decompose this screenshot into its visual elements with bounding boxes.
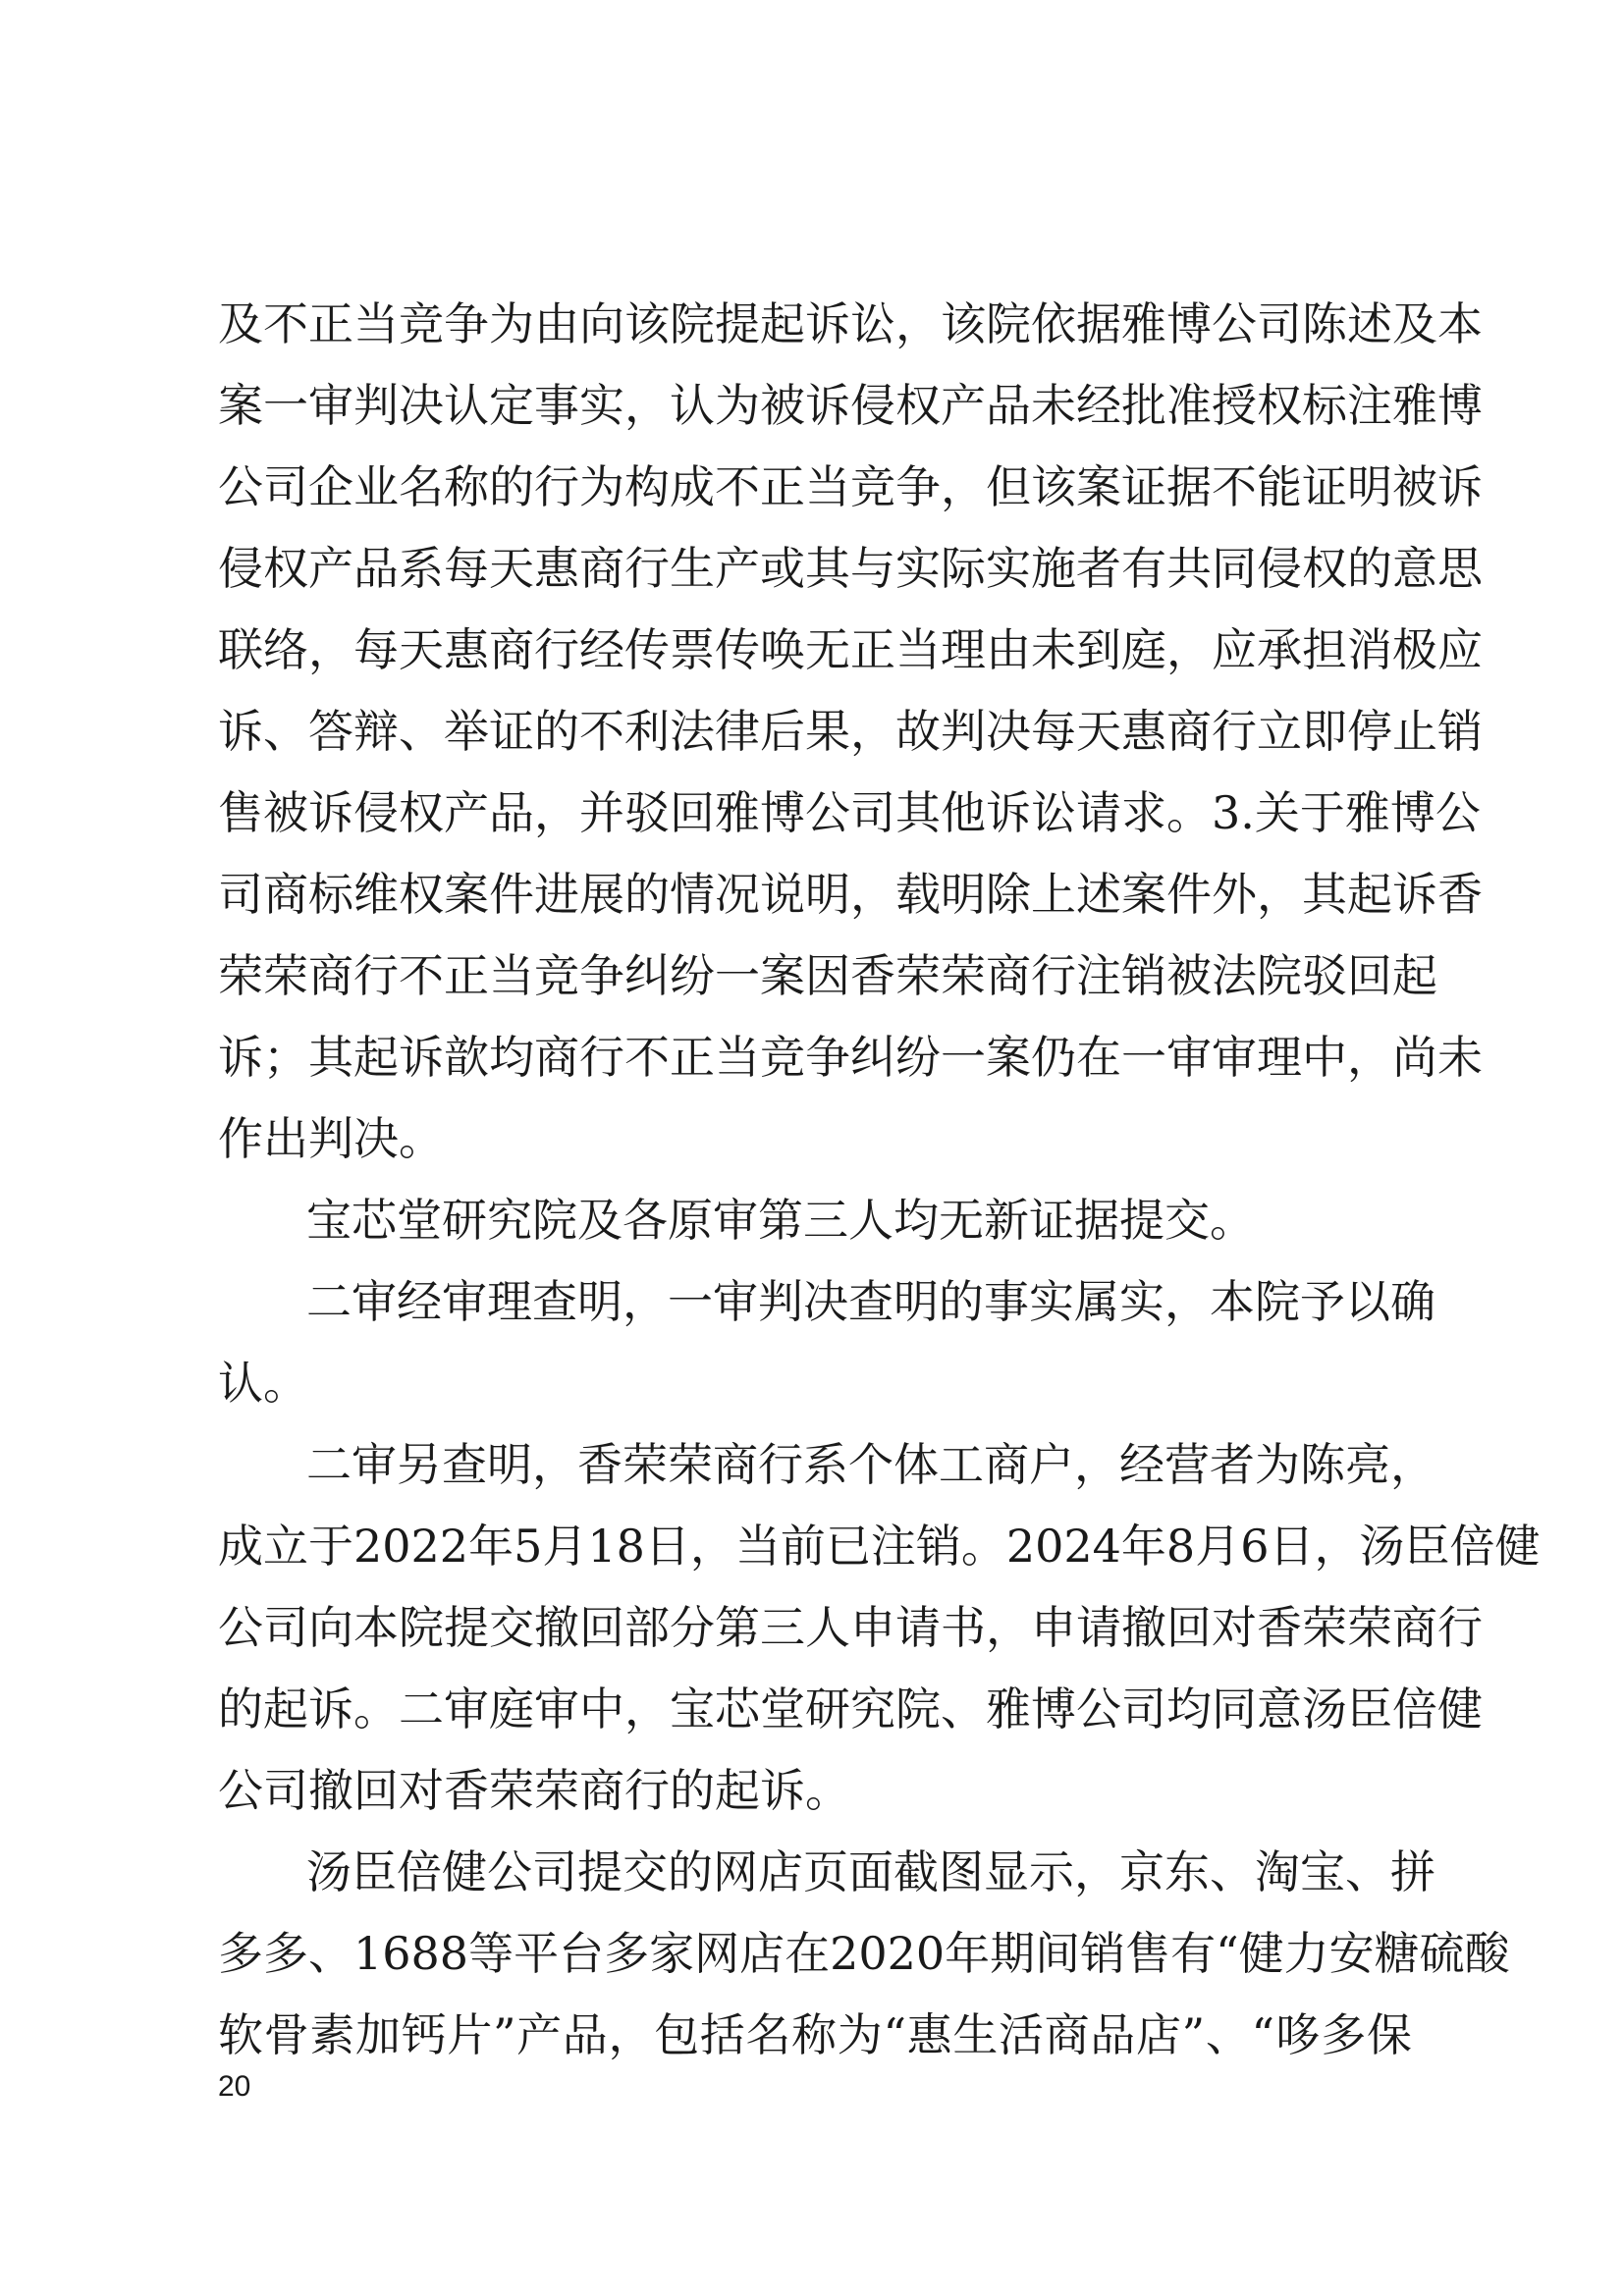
text-line-11: 作出判决。 (218, 1112, 444, 1165)
paragraph-additional-finding: 二审另查明，香荣荣商行系个体工商户，经营者为陈亮， (306, 1438, 1435, 1491)
text-line-8: 司商标维权案件进展的情况说明，载明除上述案件外，其起诉香 (218, 868, 1483, 921)
text-line-4: 侵权产品系每天惠商行生产或其与实际实施者有共同侵权的意思 (218, 542, 1483, 595)
text-line-1: 及不正当竞争为由向该院提起诉讼，该院依据雅博公司陈述及本 (218, 297, 1483, 350)
text-line-18: 的起诉。二审庭审中，宝芯堂研究院、雅博公司均同意汤臣倍健 (218, 1682, 1483, 1735)
text-line-14: 认。 (218, 1357, 308, 1410)
text-line-17: 公司向本院提交撤回部分第三人申请书，申请撤回对香荣荣商行 (218, 1601, 1483, 1654)
text-line-22: 软骨素加钙片”产品，包括名称为“惠生活商品店”、“哆多保 (218, 2008, 1412, 2061)
text-line-10: 诉；其起诉歆均商行不正当竞争纠纷一案仍在一审审理中，尚未 (218, 1031, 1483, 1084)
text-line-3: 公司企业名称的行为构成不正当竞争，但该案证据不能证明被诉 (218, 460, 1483, 513)
paragraph-no-new-evidence: 宝芯堂研究院及各原审第三人均无新证据提交。 (306, 1194, 1255, 1247)
text-line-7: 售被诉侵权产品，并驳回雅博公司其他诉讼请求。3.关于雅博公 (218, 786, 1481, 839)
text-line-19: 公司撤回对香荣荣商行的起诉。 (218, 1764, 850, 1817)
text-line-21: 多多、1688等平台多家网店在2020年期间销售有“健力安糖硫酸 (218, 1927, 1510, 1980)
page-number: 20 (218, 2070, 251, 2103)
text-line-2: 案一审判决认定事实，认为被诉侵权产品未经批准授权标注雅博 (218, 379, 1483, 432)
paragraph-screenshot-evidence: 汤臣倍健公司提交的网店页面截图显示，京东、淘宝、拼 (306, 1845, 1435, 1898)
paragraph-second-instance-finding: 二审经审理查明，一审判决查明的事实属实，本院予以确 (306, 1275, 1435, 1328)
text-line-6: 诉、答辩、举证的不利法律后果，故判决每天惠商行立即停止销 (218, 705, 1483, 758)
text-line-16: 成立于2022年5月18日，当前已注销。2024年8月6日，汤臣倍健 (218, 1520, 1541, 1573)
text-line-5: 联络，每天惠商行经传票传唤无正当理由未到庭，应承担消极应 (218, 623, 1483, 676)
text-line-9: 荣荣商行不正当竞争纠纷一案因香荣荣商行注销被法院驳回起 (218, 949, 1437, 1002)
